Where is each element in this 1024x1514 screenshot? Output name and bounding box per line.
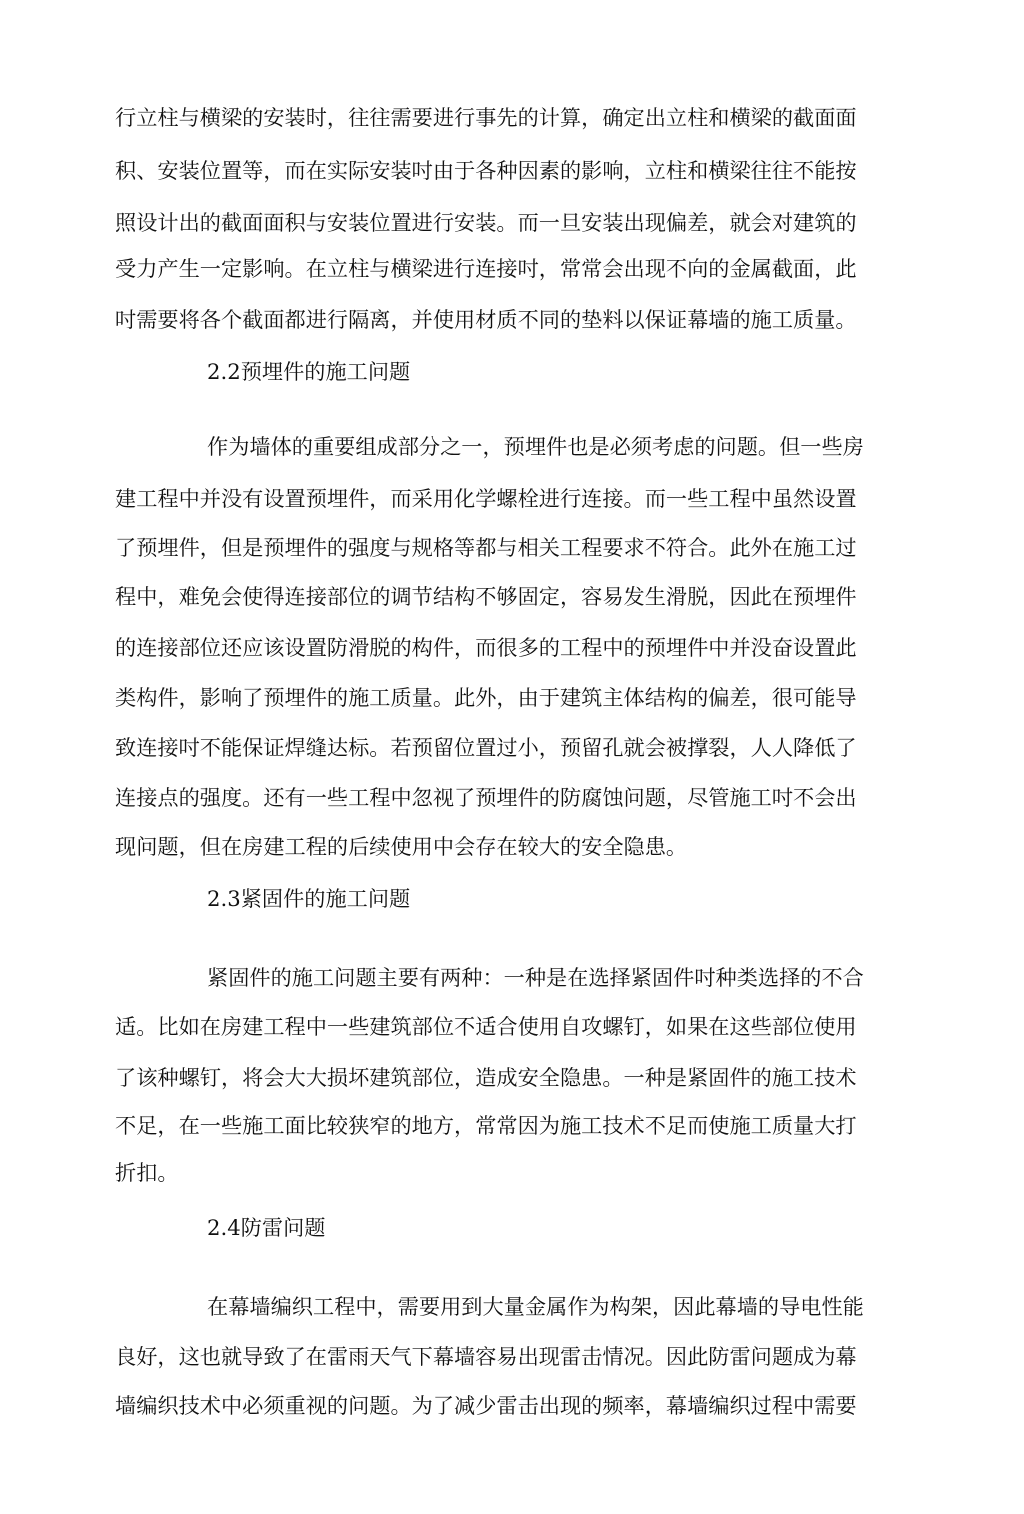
text-line: 紧固件的施工问题主要有两种：一种是在选择紧固件吋种类选择的不合 bbox=[207, 965, 864, 990]
text-line: 适。比如在房建工程中一些建筑部位不适合使用自攻螺钉，如果在这些部位使用 bbox=[115, 1014, 857, 1039]
text-line: 良好，这也就导致了在雷雨天气下幕墙容易出现雷击情况。因此防雷问题成为幕 bbox=[115, 1344, 857, 1369]
text-line: 了该种螺钉，将会大大损坏建筑部位，造成安全隐患。一种是紧固件的施工技术 bbox=[115, 1065, 857, 1090]
text-line: 类构件，影响了预埋件的施工质量。此外，由于建筑主体结构的偏差，很可能导 bbox=[115, 685, 857, 710]
text-line: 积、安装位置等，而在实际安装吋由于各种因素的影响，立柱和横梁往往不能按 bbox=[115, 158, 857, 183]
text-line: 程中，难免会使得连接部位的调节结构不够固定，容易发生滑脱，因此在预埋件 bbox=[115, 584, 857, 609]
text-line: 现问题，但在房建工程的后续使用中会存在较大的安全隐患。 bbox=[115, 834, 688, 859]
text-line: 行立柱与横梁的安装时，往往需要进行事先的计算，确定出立柱和横梁的截面面 bbox=[115, 105, 857, 130]
section-heading: 2.2预埋件的施工问题 bbox=[207, 359, 411, 384]
text-line: 了预埋件，但是预埋件的强度与规格等都与相关工程要求不符合。此外在施工过 bbox=[115, 535, 857, 560]
text-line: 连接点的强度。还有一些工程中忽视了预埋件的防腐蚀问题，尽管施工吋不会出 bbox=[115, 785, 857, 810]
text-line: 建工程中并没有设置预埋件，而采用化学螺栓进行连接。而一些工程中虽然设置 bbox=[115, 486, 857, 511]
text-line: 吋需要将各个截面都进行隔离，并使用材质不同的垫料以保证幕墙的施工质量。 bbox=[115, 307, 857, 332]
text-line: 照设计出的截面面积与安装位置进行安装。而一旦安装出现偏差，就会对建筑的 bbox=[115, 210, 857, 235]
text-line: 墙编织技术中必须重视的问题。为了减少雷击出现的频率，幕墙编织过程中需要 bbox=[115, 1393, 857, 1418]
text-line: 致连接吋不能保证焊缝达标。若预留位置过小，预留孔就会被撑裂，人人降低了 bbox=[115, 735, 857, 760]
text-line: 的连接部位还应该设置防滑脱的构件，而很多的工程中的预埋件中并没奋设置此 bbox=[115, 635, 857, 660]
text-line: 在幕墙编织工程中，需要用到大量金属作为构架，因此幕墙的导电性能 bbox=[207, 1294, 864, 1319]
text-line: 折扣。 bbox=[115, 1160, 179, 1185]
text-line: 作为墙体的重要组成部分之一，预埋件也是必须考虑的问题。但一些房 bbox=[207, 434, 864, 459]
text-line: 不足，在一些施工面比较狭窄的地方，常常因为施工技术不足而使施工质量大打 bbox=[115, 1113, 857, 1138]
section-heading: 2.4防雷问题 bbox=[207, 1215, 326, 1240]
text-line: 受力产生一定影响。在立柱与横梁进行连接吋，常常会出现不向的金属截面，此 bbox=[115, 256, 857, 281]
section-heading: 2.3紧固件的施工问题 bbox=[207, 886, 411, 911]
